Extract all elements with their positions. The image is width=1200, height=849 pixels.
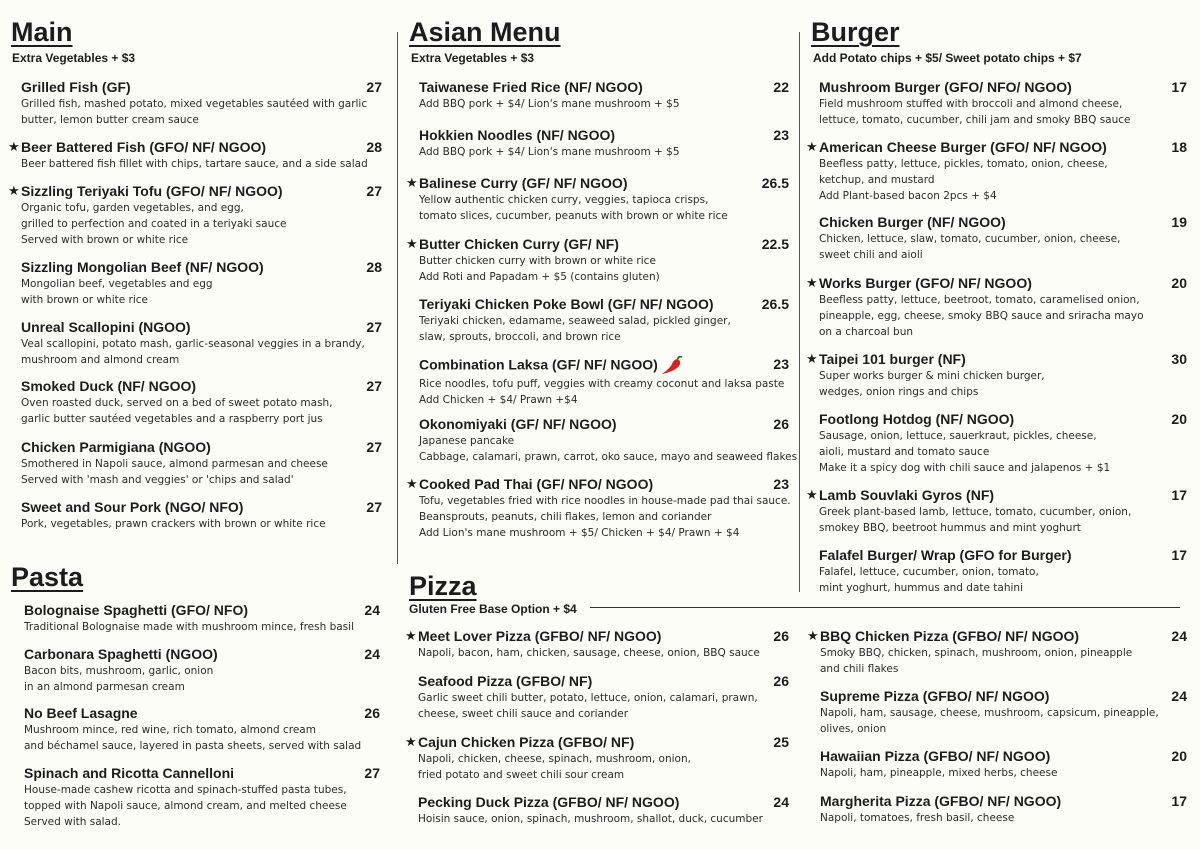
item-description-line: olives, onion [820, 723, 887, 735]
item-description-line: on a charcoal bun [819, 326, 913, 338]
item-price: 26.5 [761, 175, 789, 191]
menu-item-okonomiyaki-gf-nf-ngoo [419, 416, 798, 465]
menu-item-mushroom-burger-gfo-nfo-ngoo [819, 79, 1187, 128]
item-description-line: in an almond parmesan cream [24, 681, 185, 693]
item-description-line: Cabbage, calamari, prawn, carrot, oko sauce, mayo and seaweed flakes [419, 451, 798, 463]
item-name: Combination Laksa (GF/ NF/ NGOO) [419, 356, 658, 373]
menu-item-sweet-and-sour-pork-ngo-nfo [21, 499, 382, 532]
item-name: Carbonara Spaghetti (NGOO) [24, 646, 218, 662]
item-description-line: Pork, vegetables, prawn crackers with brown or white rice [21, 518, 326, 530]
item-description-line: Organic tofu, garden vegetables, and egg, [21, 202, 244, 214]
menu-item-margherita-pizza-gfbo-nf-ngoo [820, 793, 1187, 826]
item-name: Lamb Souvlaki Gyros (NF) [819, 487, 995, 503]
item-name: No Beef Lasagne [24, 705, 138, 721]
item-name: Chicken Parmigiana (NGOO) [21, 439, 211, 455]
item-description-line: cheese, sweet chili sauce and coriander [418, 708, 629, 720]
item-price: 27 [366, 499, 382, 515]
star-icon: ★ [806, 352, 818, 367]
menu-item-seafood-pizza-gfbo-nf [418, 673, 789, 722]
item-description-line: Add Lion's mane mushroom + $5/ Chicken + $4/ Prawn + $4 [419, 527, 740, 539]
asian-subtitle: Extra Vegetables + $3 [411, 51, 535, 65]
item-price: 20 [1171, 411, 1187, 427]
item-description-line: topped with Napoli sauce, almond cream, and melted cheese [24, 800, 347, 812]
item-description-line: aioli, mustard and tomato sauce [819, 446, 990, 458]
menu-item-unreal-scallopini-ngoo [21, 319, 382, 368]
item-name: Taiwanese Fried Rice (NF/ NGOO) [419, 79, 643, 95]
item-description-line: Beefless patty, lettuce, beetroot, tomato, caramelised onion, [819, 294, 1140, 306]
item-description-line: Japanese pancake [419, 435, 515, 447]
burger-subtitle: Add Potato chips + $5/ Sweet potato chips + $7 [813, 51, 1082, 65]
item-name: Mushroom Burger (GFO/ NFO/ NGOO) [819, 79, 1072, 95]
menu-item-chicken-burger-nf-ngoo [819, 214, 1187, 263]
item-name: Seafood Pizza (GFBO/ NF) [418, 673, 593, 689]
menu-item-chicken-parmigiana-ngoo [21, 439, 382, 488]
item-price: 30 [1171, 351, 1187, 367]
item-name: Sizzling Mongolian Beef (NF/ NGOO) [21, 259, 264, 275]
item-name: BBQ Chicken Pizza (GFBO/ NF/ NGOO) [820, 628, 1080, 644]
item-description-line: Mongolian beef, vegetables and egg [21, 278, 213, 290]
menu-item-bbq-chicken-pizza-gfbo-nf-ngoo [807, 628, 1187, 677]
menu-item-sizzling-teriyaki-tofu-gfo-nf-ngoo [8, 183, 382, 248]
item-name: Taipei 101 burger (NF) [819, 351, 966, 367]
item-description-line: Napoli, bacon, ham, chicken, sausage, cheese, onion, BBQ sauce [418, 647, 760, 659]
item-name: Sizzling Teriyaki Tofu (GFO/ NF/ NGOO) [21, 183, 283, 199]
item-price: 17 [1171, 79, 1187, 95]
menu-item-balinese-curry-gf-nf-ngoo [406, 175, 789, 224]
menu-item-beer-battered-fish-gfo-nf-ngoo [8, 139, 382, 172]
item-price: 24 [1171, 628, 1187, 644]
item-price: 27 [366, 319, 382, 335]
item-name: Pecking Duck Pizza (GFBO/ NF/ NGOO) [418, 794, 680, 810]
item-name: Meet Lover Pizza (GFBO/ NF/ NGOO) [418, 628, 662, 644]
menu-item-lamb-souvlaki-gyros-nf [806, 487, 1187, 536]
item-name: Bolognaise Spaghetti (GFO/ NFO) [24, 602, 248, 618]
menu-item-hokkien-noodles-nf-ngoo [419, 127, 789, 160]
asian-menu-heading: Asian Menu [409, 17, 561, 47]
menu-item-cajun-chicken-pizza-gfbo-nf [405, 734, 789, 783]
item-price: 26 [773, 673, 789, 689]
star-icon: ★ [806, 488, 818, 503]
star-icon: ★ [406, 237, 418, 252]
item-description-line: garlic butter sautéed vegetables and a raspberry port jus [21, 413, 323, 425]
item-name: Balinese Curry (GF/ NF/ NGOO) [419, 175, 628, 191]
item-price: 22 [773, 79, 789, 95]
item-name: Okonomiyaki (GF/ NF/ NGOO) [419, 416, 617, 432]
item-description-line: Grilled fish, mashed potato, mixed vegetables sautéed with garlic [21, 98, 368, 110]
item-description-line: Oven roasted duck, served on a bed of sweet potato mash, [21, 397, 333, 409]
item-description-line: Served with salad. [24, 816, 121, 828]
item-description-line: butter, lemon butter cream sauce [21, 114, 199, 126]
star-icon: ★ [406, 477, 418, 492]
item-description-line: fried potato and sweet chili sour cream [418, 769, 625, 781]
item-name: Butter Chicken Curry (GF/ NF) [419, 236, 619, 252]
menu-item-meet-lover-pizza-gfbo-nf-ngoo [405, 628, 789, 661]
item-name: Falafel Burger/ Wrap (GFO for Burger) [819, 547, 1072, 563]
item-description-line: ketchup, and mustard [819, 174, 935, 186]
item-description-line: lettuce, tomato, cucumber, chili jam and smoky BBQ sauce [819, 114, 1131, 126]
item-name: Works Burger (GFO/ NF/ NGOO) [819, 275, 1032, 291]
menu-item-bolognaise-spaghetti-gfo-nfo [24, 602, 380, 635]
item-description-line: slaw, sprouts, broccoli, and brown rice [419, 331, 621, 343]
item-description-line: Sausage, onion, lettuce, sauerkraut, pickles, cheese, [819, 430, 1097, 442]
item-description-line: Beefless patty, lettuce, pickles, tomato, onion, cheese, [819, 158, 1108, 170]
star-icon: ★ [806, 140, 818, 155]
item-description-line: Rice noodles, tofu puff, veggies with creamy coconut and laksa paste [419, 378, 785, 390]
item-description-line: Bacon bits, mushroom, garlic, onion [24, 665, 214, 677]
star-icon: ★ [8, 184, 20, 199]
item-description-line: Teriyaki chicken, edamame, seaweed salad, pickled ginger, [419, 315, 731, 327]
main-heading: Main [11, 17, 73, 47]
menu-item-footlong-hotdog-nf-ngoo [819, 411, 1187, 476]
burger-heading: Burger [811, 17, 900, 47]
item-price: 27 [366, 183, 382, 199]
menu-item-taipei-101-burger-nf [806, 351, 1187, 400]
item-description-line: pineapple, egg, cheese, smoky BBQ sauce and sriracha mayo [819, 310, 1144, 322]
menu-item-cooked-pad-thai-gf-nfo-ngoo [406, 476, 791, 541]
item-description-line: wedges, onion rings and chips [819, 386, 979, 398]
item-price: 28 [366, 139, 382, 155]
item-description-line: tomato slices, cucumber, peanuts with brown or white rice [419, 210, 728, 222]
menu-item-sizzling-mongolian-beef-nf-ngoo [21, 259, 382, 308]
item-price: 24 [364, 646, 380, 662]
menu-item-grilled-fish-gf [21, 79, 382, 128]
item-name: Smoked Duck (NF/ NGOO) [21, 378, 197, 394]
menu-item-carbonara-spaghetti-ngoo [24, 646, 380, 695]
menu-item-smoked-duck-nf-ngoo [21, 378, 382, 427]
item-price: 26 [773, 416, 789, 432]
star-icon: ★ [405, 735, 417, 750]
star-icon: ★ [8, 140, 20, 155]
menu-item-falafel-burger-wrap-gfo-for-burger [819, 547, 1187, 596]
item-price: 26.5 [761, 296, 789, 312]
item-description-line: Tofu, vegetables fried with rice noodles in house-made pad thai sauce. [419, 495, 791, 507]
item-name: Chicken Burger (NF/ NGOO) [819, 214, 1006, 230]
star-icon: ★ [406, 176, 418, 191]
menu-item-american-cheese-burger-gfo-nf-ngoo [806, 139, 1187, 204]
item-description-line: mushroom and almond cream [21, 354, 180, 366]
item-description-line: and béchamel sauce, layered in pasta sheets, served with salad [24, 740, 362, 752]
item-price: 27 [366, 378, 382, 394]
item-description-line: Add Chicken + $4/ Prawn +$4 [419, 394, 578, 406]
chili-pepper-icon [660, 356, 684, 376]
menu-item-pecking-duck-pizza-gfbo-nf-ngoo [418, 794, 789, 827]
item-description-line: Add BBQ pork + $4/ Lion's mane mushroom + $5 [419, 98, 680, 110]
pizza-heading: Pizza [409, 571, 477, 601]
item-description-line: mint yoghurt, hummus and date tahini [819, 582, 1024, 594]
star-icon: ★ [806, 276, 818, 291]
item-name: Beer Battered Fish (GFO/ NF/ NGOO) [21, 139, 267, 155]
item-description-line: Make it a spicy dog with chili sauce and jalapenos + $1 [819, 462, 1111, 474]
main-subtitle: Extra Vegetables + $3 [12, 51, 136, 65]
item-price: 17 [1171, 547, 1187, 563]
item-name: Sweet and Sour Pork (NGO/ NFO) [21, 499, 244, 515]
item-description-line: Butter chicken curry with brown or white rice [419, 255, 656, 267]
item-description-line: Smoky BBQ, chicken, spinach, mushroom, onion, pineapple [820, 647, 1133, 659]
item-price: 17 [1171, 487, 1187, 503]
item-description-line: grilled to perfection and coated in a teriyaki sauce [21, 218, 287, 230]
item-price: 20 [1171, 748, 1187, 764]
item-price: 26 [364, 705, 380, 721]
item-name: Grilled Fish (GF) [21, 79, 131, 95]
item-description-line: Field mushroom stuffed with broccoli and almond cheese, [819, 98, 1123, 110]
menu-item-combination-laksa-gf-nf-ngoo [419, 356, 789, 408]
item-price: 25 [773, 734, 789, 750]
item-name: Supreme Pizza (GFBO/ NF/ NGOO) [820, 688, 1050, 704]
item-description-line: Garlic sweet chili butter, potato, lettuce, onion, calamari, prawn, [418, 692, 758, 704]
item-description-line: Chicken, lettuce, slaw, tomato, cucumber, onion, cheese, [819, 233, 1121, 245]
item-description-line: Beansprouts, peanuts, chili flakes, lemon and coriander [419, 511, 712, 523]
item-name: Hokkien Noodles (NF/ NGOO) [419, 127, 616, 143]
item-description-line: Napoli, ham, pineapple, mixed herbs, cheese [820, 767, 1058, 779]
item-name: Teriyaki Chicken Poke Bowl (GF/ NF/ NGOO) [419, 296, 714, 312]
item-price: 28 [366, 259, 382, 275]
item-description-line: Yellow authentic chicken curry, veggies, tapioca crisps, [419, 194, 709, 206]
item-description-line: Add BBQ pork + $4/ Lion's mane mushroom + $5 [419, 146, 680, 158]
menu-item-supreme-pizza-gfbo-nf-ngoo [820, 688, 1187, 737]
item-description-line: Served with 'mash and veggies' or 'chips and salad' [21, 474, 294, 486]
item-description-line: Beer battered fish fillet with chips, tartare sauce, and a side salad [21, 158, 368, 170]
item-description-line: Napoli, ham, sausage, cheese, mushroom, capsicum, pineapple, [820, 707, 1159, 719]
item-price: 22.5 [761, 236, 789, 252]
menu-item-works-burger-gfo-nf-ngoo [806, 275, 1187, 340]
item-price: 20 [1171, 275, 1187, 291]
item-price: 23 [773, 356, 789, 372]
item-price: 24 [364, 602, 380, 618]
item-description-line: and chili flakes [820, 663, 899, 675]
item-description-line: Mushroom mince, red wine, rich tomato, almond cream [24, 724, 316, 736]
item-description-line: smokey BBQ, beetroot hummus and mint yoghurt [819, 522, 1081, 534]
item-price: 17 [1171, 793, 1187, 809]
item-price: 26 [773, 628, 789, 644]
item-name: Cajun Chicken Pizza (GFBO/ NF) [418, 734, 635, 750]
menu-item-spinach-and-ricotta-cannelloni [24, 765, 380, 830]
item-name: Unreal Scallopini (NGOO) [21, 319, 191, 335]
divider-left [397, 32, 398, 564]
menu-item-butter-chicken-curry-gf-nf [406, 236, 789, 285]
item-description-line: House-made cashew ricotta and spinach-stuffed pasta tubes, [24, 784, 347, 796]
menu-item-taiwanese-fried-rice-nf-ngoo [419, 79, 789, 112]
pizza-subtitle: Gluten Free Base Option + $4 [409, 602, 577, 616]
item-description-line: Add Plant-based bacon 2pcs + $4 [819, 190, 997, 202]
star-icon: ★ [807, 629, 819, 644]
item-description-line: Veal scallopini, potato mash, garlic-seasonal veggies in a brandy, [21, 338, 365, 350]
divider-right [799, 32, 800, 592]
item-name: Cooked Pad Thai (GF/ NFO/ NGOO) [419, 476, 654, 492]
pizza-divider [590, 607, 1180, 608]
item-price: 24 [1171, 688, 1187, 704]
item-price: 24 [773, 794, 789, 810]
item-price: 23 [773, 127, 789, 143]
item-name: American Cheese Burger (GFO/ NF/ NGOO) [819, 139, 1107, 155]
item-description-line: Napoli, tomatoes, fresh basil, cheese [820, 812, 1015, 824]
item-description-line: Falafel, lettuce, cucumber, onion, tomato, [819, 566, 1039, 578]
item-description-line: Greek plant-based lamb, lettuce, tomato, cucumber, onion, [819, 506, 1132, 518]
item-description-line: Served with brown or white rice [21, 234, 189, 246]
item-description-line: sweet chili and aioli [819, 249, 923, 261]
item-description-line: Traditional Bolognaise made with mushroom mince, fresh basil [24, 621, 354, 633]
item-price: 23 [773, 476, 789, 492]
item-name: Spinach and Ricotta Cannelloni [24, 765, 235, 781]
pasta-heading: Pasta [11, 562, 84, 592]
item-description-line: Napoli, chicken, cheese, spinach, mushroom, onion, [418, 753, 691, 765]
item-price: 27 [364, 765, 380, 781]
menu-item-no-beef-lasagne [24, 705, 380, 754]
item-name: Margherita Pizza (GFBO/ NF/ NGOO) [820, 793, 1062, 809]
menu-item-teriyaki-chicken-poke-bowl-gf-nf-ngoo [419, 296, 789, 345]
item-description-line: Hoisin sauce, onion, spinach, mushroom, shallot, duck, cucumber [418, 813, 763, 825]
menu-item-hawaiian-pizza-gfbo-nf-ngoo [820, 748, 1187, 781]
item-name: Footlong Hotdog (NF/ NGOO) [819, 411, 1015, 427]
item-description-line: Super works burger & mini chicken burger, [819, 370, 1045, 382]
item-price: 27 [366, 439, 382, 455]
item-description-line: Add Roti and Papadam + $5 (contains gluten) [419, 271, 660, 283]
item-price: 27 [366, 79, 382, 95]
item-description-line: with brown or white rice [21, 294, 148, 306]
item-description-line: Smothered in Napoli sauce, almond parmesan and cheese [21, 458, 328, 470]
item-price: 19 [1171, 214, 1187, 230]
star-icon: ★ [405, 629, 417, 644]
item-price: 18 [1171, 139, 1187, 155]
item-name: Hawaiian Pizza (GFBO/ NF/ NGOO) [820, 748, 1051, 764]
